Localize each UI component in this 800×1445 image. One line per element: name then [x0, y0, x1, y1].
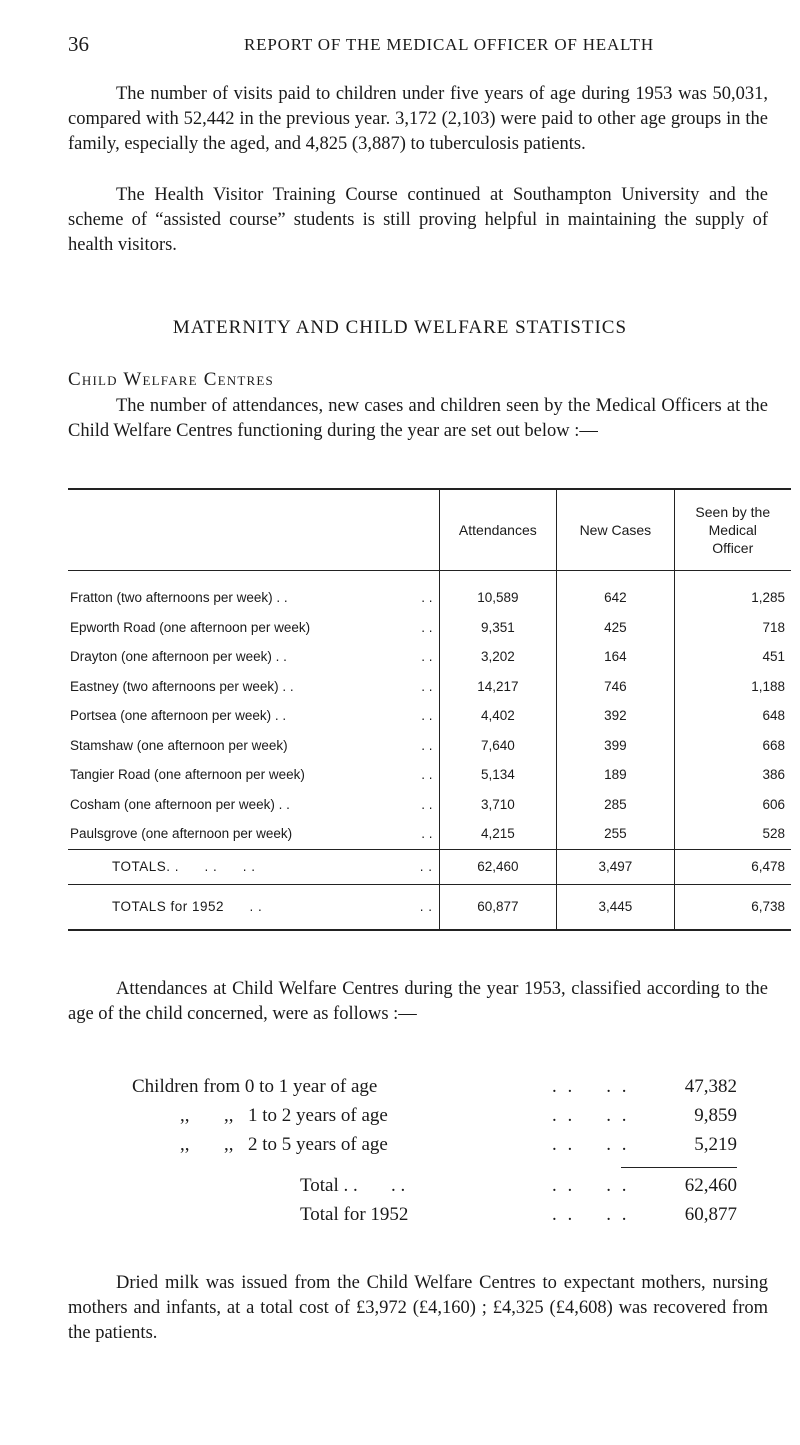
attendances-value: 4,215 [439, 819, 557, 849]
seen-value: 1,285 [751, 590, 785, 606]
totals-label: TOTALS. . . . . . [112, 859, 256, 874]
totals-1952-attendances: 60,877 [439, 884, 557, 930]
leader-dots: . . [421, 619, 433, 635]
new-cases-value: 425 [557, 613, 674, 643]
age-value: 5,219 [694, 1134, 737, 1155]
age-total-1952-row [132, 1204, 737, 1233]
header-attendances: Attendances [439, 489, 557, 571]
leader-dots: . . [419, 859, 433, 874]
table-row [68, 790, 791, 820]
seen-value: 451 [762, 649, 785, 665]
header-seen-line1: Seen by the [695, 504, 771, 520]
table-row [68, 819, 791, 849]
seen-value: 1,188 [751, 678, 785, 694]
age-breakdown [132, 1076, 737, 1233]
leader-dots: . . [419, 899, 433, 914]
centre-name: Stamshaw (one afternoon per week) [70, 737, 288, 753]
totals-1952-row [68, 884, 791, 930]
ditto-mark: ,, [224, 1105, 234, 1126]
leader-dots: . . [421, 826, 433, 842]
paragraph-intro-table: The number of attendances, new cases and children seen by the Medical Officers at the Child Welfare Centres functioning during the year are set out below :— [68, 396, 768, 441]
attendances-value: 3,710 [439, 790, 557, 820]
ditto-mark: ,, [180, 1134, 190, 1155]
centre-name: Eastney (two afternoons per week) . . [70, 678, 294, 694]
header-seen-line2: Medical [708, 522, 757, 538]
attendances-value: 10,589 [439, 571, 557, 613]
new-cases-value: 399 [557, 731, 674, 761]
header-seen-line3: Officer [712, 540, 754, 556]
totals-1952-new-cases: 3,445 [557, 884, 674, 930]
age-row [132, 1076, 737, 1105]
totals-1952-seen: 6,738 [674, 884, 791, 930]
age-label: 1 to 2 years of age [248, 1105, 388, 1126]
attendances-value: 3,202 [439, 642, 557, 672]
new-cases-value: 189 [557, 760, 674, 790]
table-row [68, 701, 791, 731]
ditto-mark: ,, [224, 1134, 234, 1155]
table-row [68, 571, 791, 613]
seen-value: 606 [762, 796, 785, 812]
table-row [68, 613, 791, 643]
centre-name: Tangier Road (one afternoon per week) [70, 767, 305, 783]
centre-name: Fratton (two afternoons per week) . . [70, 590, 288, 606]
leader-dots: . . [421, 590, 433, 606]
page-number: 36 [68, 32, 89, 56]
age-label: 2 to 5 years of age [248, 1134, 388, 1155]
paragraph-dried-milk: Dried milk was issued from the Child Welfare Centres to expectant mothers, nursing mothers and infants, at a total cost of £3,972 (£4,160) ; £4,325 (£4,608) was recovered from the patients. [68, 1273, 768, 1343]
attendances-value: 9,351 [439, 613, 557, 643]
leader-dots: . . [421, 796, 433, 812]
seen-value: 386 [762, 767, 785, 783]
table-row [68, 731, 791, 761]
age-label: Children from 0 to 1 year of age [132, 1076, 378, 1097]
leader-dots: . . . . [552, 1175, 630, 1196]
new-cases-value: 285 [557, 790, 674, 820]
paragraph-training: The Health Visitor Training Course continued at Southampton University and the scheme of “assisted course” students is still proving helpful in maintaining the supply of health visitors. [68, 185, 768, 255]
new-cases-value: 642 [557, 571, 674, 613]
centre-name: Paulsgrove (one afternoon per week) [70, 826, 293, 842]
totals-1952-label: TOTALS for 1952 . . [112, 899, 263, 914]
subheading: Child Welfare Centres [68, 369, 274, 390]
leader-dots: . . [421, 767, 433, 783]
section-title: MATERNITY AND CHILD WELFARE STATISTICS [172, 317, 628, 338]
seen-value: 528 [762, 826, 785, 842]
total-rule [621, 1167, 737, 1168]
leader-dots: . . . . [552, 1204, 630, 1225]
header-seen [674, 489, 791, 571]
age-row [132, 1105, 737, 1134]
totals-row [68, 849, 791, 884]
table-row [68, 760, 791, 790]
new-cases-value: 164 [557, 642, 674, 672]
totals-new-cases: 3,497 [557, 849, 674, 884]
paragraph-visits: The number of visits paid to children under five years of age during 1953 was 50,031, compared with 52,442 in the previous year. 3,172 (2,103) were paid to other age groups in the family, especially the aged, and 4,825 (3,887) to tuberculosis patients. [68, 84, 768, 154]
age-total-label: Total . . . . [300, 1175, 406, 1196]
ditto-mark: ,, [180, 1105, 190, 1126]
age-value: 47,382 [684, 1076, 737, 1097]
age-row [132, 1134, 737, 1163]
leader-dots: . . [421, 678, 433, 694]
centre-name: Drayton (one afternoon per week) . . [70, 649, 287, 665]
attendances-value: 5,134 [439, 760, 557, 790]
seen-value: 718 [762, 619, 785, 635]
leader-dots: . . [421, 737, 433, 753]
paragraph-age-intro: Attendances at Child Welfare Centres during the year 1953, classified according to the age of the child concerned, were as follows :— [68, 979, 768, 1024]
totals-attendances: 62,460 [439, 849, 557, 884]
age-total-value: 62,460 [684, 1175, 737, 1196]
attendances-value: 14,217 [439, 672, 557, 702]
header-new-cases: New Cases [557, 489, 674, 571]
leader-dots: . . [421, 649, 433, 665]
table-header-row [68, 489, 791, 571]
table-row [68, 672, 791, 702]
new-cases-value: 392 [557, 701, 674, 731]
attendances-value: 7,640 [439, 731, 557, 761]
totals-seen: 6,478 [674, 849, 791, 884]
age-total-1952-value: 60,877 [684, 1204, 737, 1225]
centre-name: Portsea (one afternoon per week) . . [70, 708, 287, 724]
age-total-row [132, 1175, 737, 1204]
age-total-1952-label: Total for 1952 [300, 1204, 409, 1225]
leader-dots: . . . . [552, 1134, 630, 1155]
leader-dots: . . . . [552, 1105, 630, 1126]
attendances-value: 4,402 [439, 701, 557, 731]
running-head: REPORT OF THE MEDICAL OFFICER OF HEALTH [244, 35, 654, 54]
leader-dots: . . [421, 708, 433, 724]
new-cases-value: 746 [557, 672, 674, 702]
seen-value: 648 [762, 708, 785, 724]
centre-name: Cosham (one afternoon per week) . . [70, 796, 290, 812]
page-header [68, 32, 770, 60]
centre-name: Epworth Road (one afternoon per week) [70, 619, 311, 635]
new-cases-value: 255 [557, 819, 674, 849]
attendance-table [68, 488, 791, 931]
table-row [68, 642, 791, 672]
header-centre [68, 489, 439, 571]
leader-dots: . . . . [552, 1076, 630, 1097]
age-value: 9,859 [694, 1105, 737, 1126]
seen-value: 668 [762, 737, 785, 753]
